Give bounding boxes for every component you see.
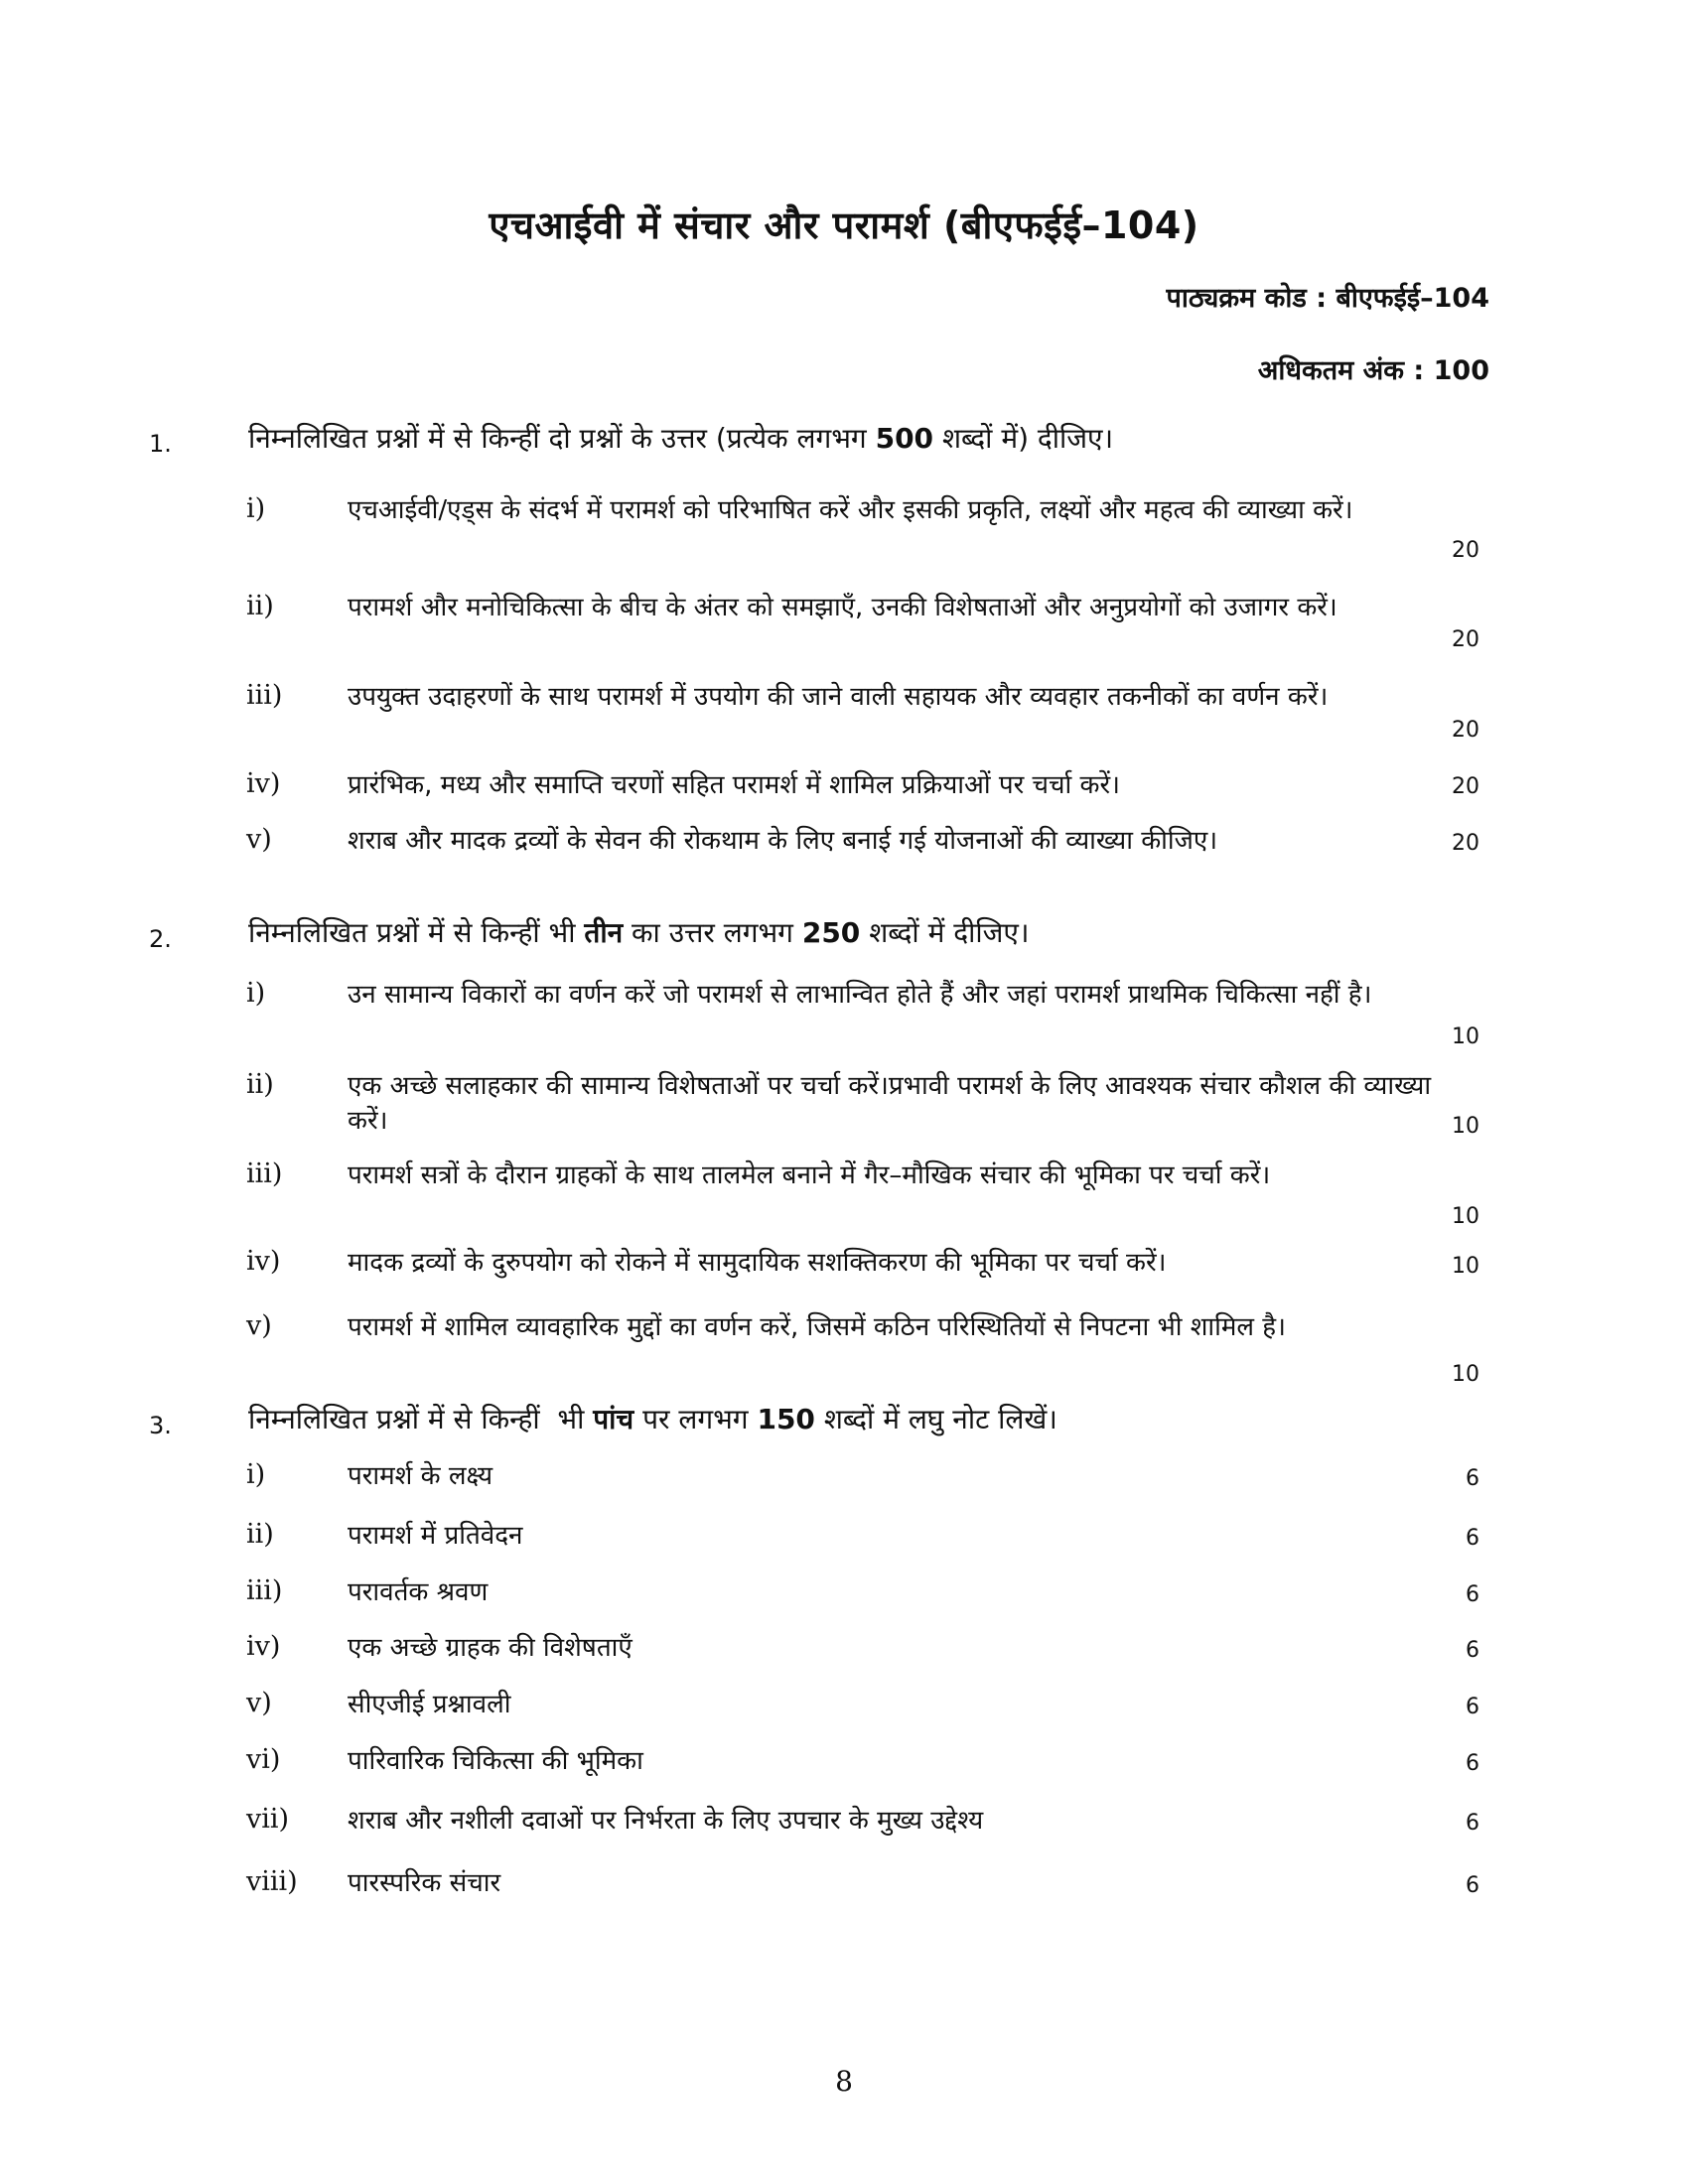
max-marks-label: अधिकतम अंक: [1257, 355, 1404, 386]
question-text: परामर्श के लक्ष्य: [348, 1461, 493, 1491]
max-marks-separator: :: [1413, 355, 1425, 386]
question-number: v): [246, 1688, 272, 1718]
question-marks: 20: [1452, 774, 1479, 799]
question-text: एक अच्छे ग्राहक की विशेषताएँ: [348, 1633, 633, 1663]
question-marks: 20: [1452, 538, 1479, 563]
question-marks: 6: [1466, 1873, 1479, 1898]
question-marks: 6: [1466, 1466, 1479, 1491]
question-text: परावर्तक श्रवण: [348, 1577, 489, 1607]
course-code-line: [1167, 278, 1489, 315]
question-number: i): [246, 1459, 266, 1490]
question-text: परामर्श सत्रों के दौरान ग्राहकों के साथ तालमेल बनाने में गैर–मौखिक संचार की भूमिका पर चर्चा करें।: [348, 1160, 1271, 1190]
question-marks: 6: [1466, 1526, 1479, 1551]
question-number: iii): [246, 1575, 283, 1606]
question-text: शराब और मादक द्रव्यों के सेवन की रोकथाम के लिए बनाई गई योजनाओं की व्याख्या कीजिए।: [348, 826, 1218, 856]
section-instruction: निम्नलिखित प्रश्नों में से किन्हीं भी पांच पर लगभग 150 शब्दों में लघु नोट लिखें।: [248, 1403, 1057, 1435]
question-number: iv): [246, 1631, 281, 1662]
question-text: परामर्श में प्रतिवेदन: [348, 1521, 523, 1551]
section-instruction: निम्नलिखित प्रश्नों में से किन्हीं दो प्रश्नों के उत्तर (प्रत्येक लगभग 500 शब्दों में) दीजिए।: [248, 422, 1114, 455]
question-number: ii): [246, 591, 274, 621]
question-text: एचआईवी/एड्स के संदर्भ में परामर्श को परिभाषित करें और इसकी प्रकृति, लक्ष्यों और महत्व की व्याख्या करें।: [348, 495, 1353, 525]
max-marks-line: [1258, 350, 1489, 387]
question-marks: 20: [1452, 627, 1479, 652]
question-number: iv): [246, 1246, 281, 1277]
question-number: iii): [246, 680, 283, 711]
question-text: उन सामान्य विकारों का वर्णन करें जो परामर्श से लाभान्वित होते हैं और जहां परामर्श प्राथमिक चिकित्सा नहीं है।: [348, 980, 1372, 1010]
course-code-separator: :: [1316, 283, 1328, 314]
section-number: 1.: [149, 430, 172, 458]
question-number: i): [246, 978, 266, 1009]
page-number: 8: [835, 2065, 853, 2098]
question-number: iii): [246, 1159, 283, 1189]
max-marks-value: 100: [1433, 355, 1489, 386]
question-marks: 10: [1452, 1254, 1479, 1279]
section-number: 2.: [149, 925, 172, 953]
question-number: ii): [246, 1519, 274, 1550]
question-text: सीएजीई प्रश्नावली: [348, 1690, 511, 1719]
question-number: v): [246, 1310, 272, 1341]
question-marks: 6: [1466, 1695, 1479, 1719]
section-instruction: निम्नलिखित प्रश्नों में से किन्हीं भी तीन का उत्तर लगभग 250 शब्दों में दीजिए।: [248, 916, 1030, 949]
question-text: परामर्श और मनोचिकित्सा के बीच के अंतर को समझाएँ, उनकी विशेषताओं और अनुप्रयोगों को उजागर करें।: [348, 593, 1337, 622]
question-number: ii): [246, 1069, 274, 1100]
question-number: viii): [246, 1866, 298, 1897]
section-number: 3.: [149, 1412, 172, 1439]
question-text: एक अच्छे सलाहकार की सामान्य विशेषताओं पर चर्चा करें।प्रभावी परामर्श के लिए आवश्यक संचार कौशल की व्याख्या करें।: [348, 1071, 1432, 1136]
question-text: प्रारंभिक, मध्य और समाप्ति चरणों सहित परामर्श में शामिल प्रक्रियाओं पर चर्चा करें।: [348, 770, 1120, 800]
question-text: उपयुक्त उदाहरणों के साथ परामर्श में उपयोग की जाने वाली सहायक और व्यवहार तकनीकों का वर्णन करें।: [348, 682, 1329, 712]
question-marks: 6: [1466, 1811, 1479, 1836]
question-marks: 10: [1452, 1204, 1479, 1229]
question-marks: 6: [1466, 1582, 1479, 1607]
question-marks: 20: [1452, 831, 1479, 856]
question-number: iv): [246, 768, 281, 799]
question-number: i): [246, 493, 266, 524]
question-text: पारस्परिक संचार: [348, 1868, 501, 1898]
question-marks: 10: [1452, 1114, 1479, 1139]
question-marks: 6: [1466, 1638, 1479, 1663]
question-number: v): [246, 824, 272, 855]
page-title: एचआईवी में संचार और परामर्श (बीएफईई–104): [489, 204, 1199, 247]
course-code-label: पाठ्यक्रम कोड: [1166, 283, 1307, 314]
question-text: शराब और नशीली दवाओं पर निर्भरता के लिए उपचार के मुख्य उद्देश्य: [348, 1806, 984, 1836]
question-text: पारिवारिक चिकित्सा की भूमिका: [348, 1746, 643, 1776]
question-marks: 10: [1452, 1024, 1479, 1049]
question-marks: 10: [1452, 1362, 1479, 1387]
question-marks: 6: [1466, 1751, 1479, 1776]
question-number: vi): [246, 1744, 281, 1775]
question-number: vii): [246, 1804, 290, 1835]
course-code-value: बीएफईई–104: [1336, 283, 1489, 314]
question-marks: 20: [1452, 718, 1479, 743]
question-text: परामर्श में शामिल व्यावहारिक मुद्दों का वर्णन करें, जिसमें कठिन परिस्थितियों से निपटना भी शामिल है।: [348, 1312, 1286, 1342]
question-text: मादक द्रव्यों के दुरुपयोग को रोकने में सामुदायिक सशक्तिकरण की भूमिका पर चर्चा करें।: [348, 1248, 1167, 1278]
